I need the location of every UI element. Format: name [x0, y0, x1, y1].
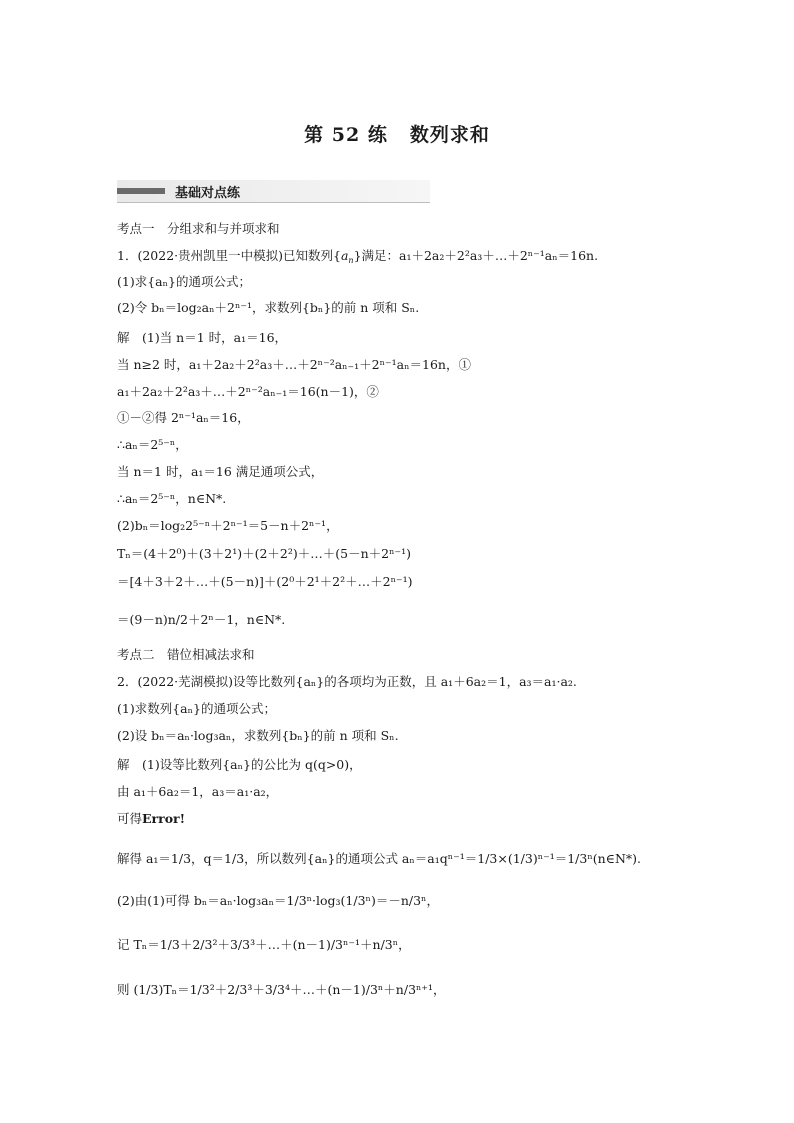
q2-solution-line: 解 (1)设等比数列{aₙ}的公比为 q(q>0)，: [117, 757, 362, 772]
q1-solution-line: 当 n＝1 时，a₁＝16 满足通项公式，: [117, 464, 324, 479]
q2-solution-line: 记 Tₙ＝1/3＋2/3²＋3/3³＋…＋(n－1)/3ⁿ⁻¹＋n/3ⁿ，: [117, 937, 411, 952]
q1-stem: 1．(2022·贵州凯里一中模拟)已知数列$\{a_n\}$满足：a₁＋2a₂＋2²a₃＋…＋2ⁿ⁻¹aₙ＝16n.: [117, 248, 599, 265]
q2-solution-line: 由 a₁＋6a₂＝1，a₃＝a₁·a₂，: [117, 784, 279, 799]
q1-solution-line: 当 n≥2 时，a₁＋2a₂＋2²a₃＋…＋2ⁿ⁻²aₙ₋₁＋2ⁿ⁻¹aₙ＝16n，①: [117, 357, 471, 372]
q1-solution-line: ∴aₙ＝2⁵⁻ⁿ，: [117, 437, 188, 452]
q2-part2: (2)设 bₙ＝aₙ·log₃aₙ，求数列{bₙ}的前 n 项和 Sₙ.: [117, 728, 399, 743]
section-underline: [117, 202, 430, 203]
q1-part2: (2)令 bₙ＝log₂aₙ＋2ⁿ⁻¹，求数列{bₙ}的前 n 项和 Sₙ.: [117, 300, 420, 315]
q1-solution-line: (2)bₙ＝log₂2⁵⁻ⁿ＋2ⁿ⁻¹＝5－n＋2ⁿ⁻¹，: [117, 518, 339, 533]
q1-solution-line: ∴aₙ＝2⁵⁻ⁿ，n∈N*.: [117, 491, 227, 506]
q1-solution-line: a₁＋2a₂＋2²a₃＋…＋2ⁿ⁻²aₙ₋₁＝16(n－1)，②: [117, 384, 379, 399]
q1-solution-line: 解 (1)当 n＝1 时，a₁＝16，: [117, 330, 288, 345]
knowledge-point-2: 考点二 错位相减法求和: [117, 647, 255, 662]
page-title: 第 52 练 数列求和: [304, 124, 490, 146]
section-stripe: [117, 188, 165, 194]
section-header: [117, 180, 430, 202]
q2-solution-line: 可得Error!: [117, 811, 186, 826]
section-label: 基础对点练: [175, 186, 241, 201]
q1-part1: (1)求{aₙ}的通项公式；: [117, 274, 251, 289]
q1-solution-line: Tₙ＝(4＋2⁰)＋(3＋2¹)＋(2＋2²)＋…＋(5－n＋2ⁿ⁻¹): [117, 546, 411, 561]
knowledge-point-1: 考点一 分组求和与并项求和: [117, 221, 280, 236]
q2-stem: 2．(2022·芜湖模拟)设等比数列{aₙ}的各项均为正数，且 a₁＋6a₂＝1，a₃＝a₁·a₂.: [117, 674, 577, 689]
q2-solution-line: 解得 a₁＝1/3，q＝1/3，所以数列{aₙ}的通项公式 aₙ＝a₁qⁿ⁻¹＝1/3×(1/3)ⁿ⁻¹＝1/3ⁿ(n∈N*).: [117, 851, 641, 866]
q2-solution-line: (2)由(1)可得 bₙ＝aₙ·log₃aₙ＝1/3ⁿ·log₃(1/3ⁿ)＝－n/3ⁿ，: [117, 893, 439, 908]
q2-part1: (1)求数列{aₙ}的通项公式；: [117, 701, 276, 716]
q1-solution-line: ①－②得 2ⁿ⁻¹aₙ＝16，: [117, 410, 250, 425]
q1-solution-line: ＝[4＋3＋2＋…＋(5－n)]＋(2⁰＋2¹＋2²＋…＋2ⁿ⁻¹): [117, 574, 413, 589]
q2-solution-line: 则 (1/3)Tₙ＝1/3²＋2/3³＋3/3⁴＋…＋(n－1)/3ⁿ＋n/3ⁿ⁺¹，: [117, 982, 446, 997]
q1-solution-line: ＝(9－n)n/2＋2ⁿ－1，n∈N*.: [117, 612, 286, 627]
